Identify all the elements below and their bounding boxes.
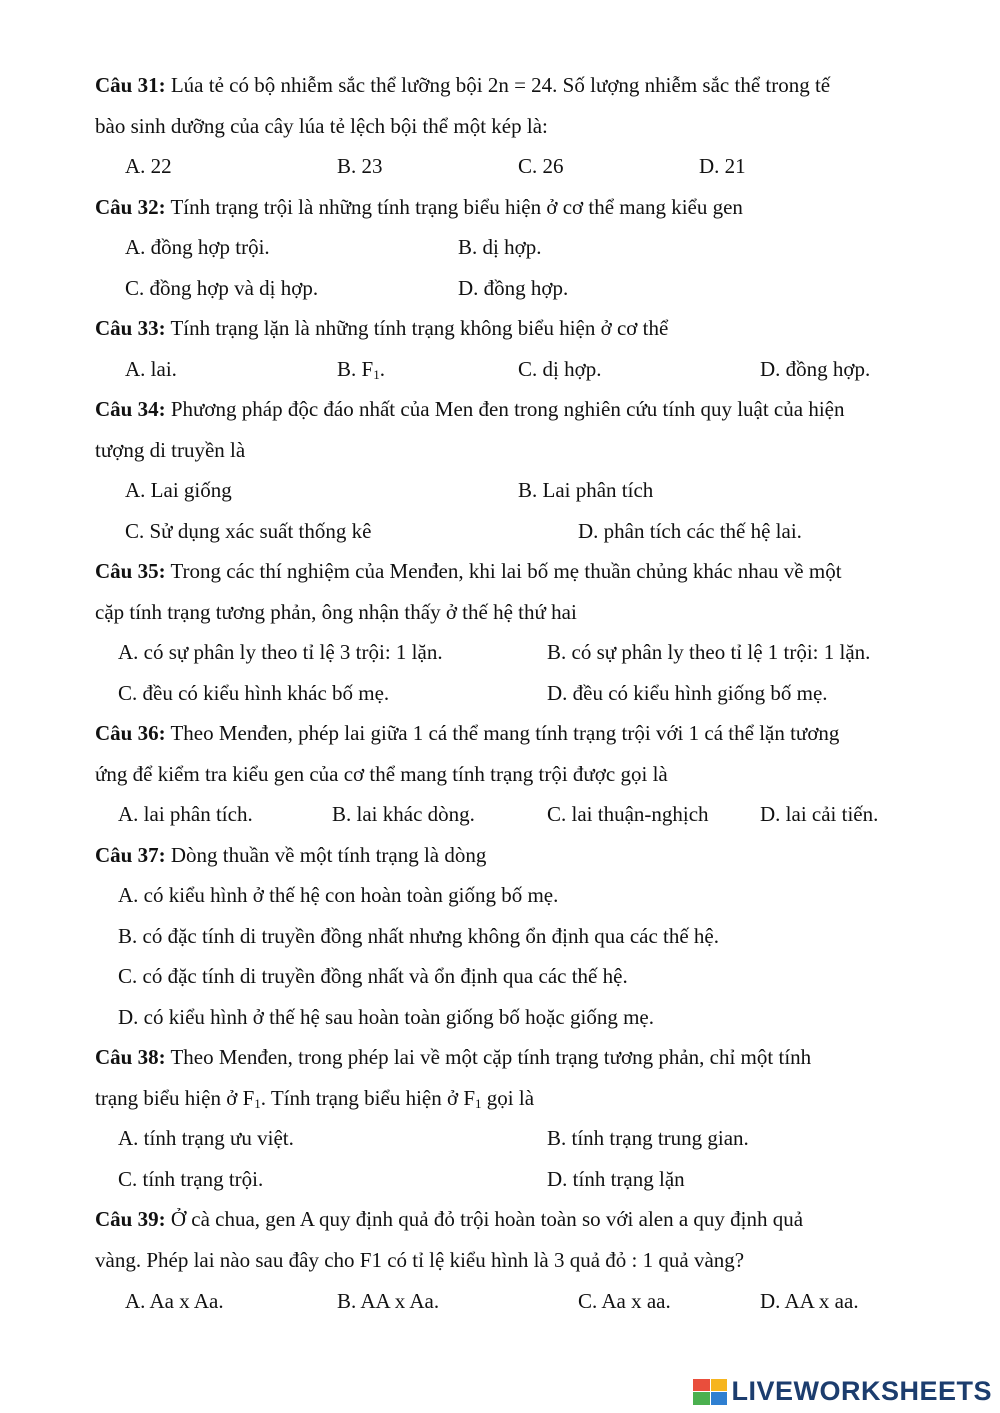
question-34-label: Câu 34: <box>95 397 166 421</box>
question-31-stem-line-2: bào sinh dưỡng của cây lúa tẻ lệch bội thể một kép là: <box>95 114 548 138</box>
question-32-stem: Câu 32: Tính trạng trội là những tính trạng biểu hiện ở cơ thể mang kiểu gen <box>95 195 743 219</box>
question-33-option-a[interactable]: A. lai. <box>125 357 177 381</box>
question-34-option-a[interactable]: A. Lai giống <box>125 478 232 502</box>
question-35-option-b[interactable]: B. có sự phân ly theo tỉ lệ 1 trội: 1 lặn. <box>547 640 871 664</box>
question-39-label: Câu 39: <box>95 1207 166 1231</box>
question-31-option-b[interactable]: B. 23 <box>337 154 383 178</box>
question-33-option-b[interactable]: B. $F_1$. <box>337 357 385 382</box>
question-38-stem-line-2: trạng biểu hiện ở $F_1$. Tính trạng biểu hiện ở $F_1$ gọi là <box>95 1086 535 1111</box>
question-37-stem: Câu 37: Dòng thuần về một tính trạng là dòng <box>95 843 487 867</box>
question-39-option-d[interactable]: D. AA x aa. <box>760 1289 859 1313</box>
question-34-option-d[interactable]: D. phân tích các thế hệ lai. <box>578 519 802 543</box>
question-37-option-d[interactable]: D. có kiểu hình ở thế hệ sau hoàn toàn giống bố hoặc giống mẹ. <box>118 1005 654 1029</box>
question-38-stem-line-1: Câu 38: Theo Menđen, trong phép lai về một cặp tính trạng tương phản, chỉ một tính <box>95 1045 812 1069</box>
question-39-option-c[interactable]: C. Aa x aa. <box>578 1289 671 1313</box>
question-39-option-a[interactable]: A. Aa x Aa. <box>125 1289 224 1313</box>
question-34-stem-line-2: tượng di truyền là <box>95 438 246 462</box>
question-37-option-b[interactable]: B. có đặc tính di truyền đồng nhất nhưng không ổn định qua các thế hệ. <box>118 924 720 948</box>
question-37-label: Câu 37: <box>95 843 166 867</box>
question-37-option-c[interactable]: C. có đặc tính di truyền đồng nhất và ổn định qua các thế hệ. <box>118 964 628 988</box>
question-35-option-c[interactable]: C. đều có kiểu hình khác bố mẹ. <box>118 681 390 705</box>
question-34-option-c[interactable]: C. Sử dụng xác suất thống kê <box>125 519 372 543</box>
question-39-stem-line-1: Câu 39: Ở cà chua, gen A quy định quả đỏ trội hoàn toàn so với alen a quy định quả <box>95 1207 804 1231</box>
question-36-stem-line-1: Câu 36: Theo Menđen, phép lai giữa 1 cá thể mang tính trạng trội với 1 cá thể lặn tương <box>95 721 840 745</box>
question-33-option-d[interactable]: D. đồng hợp. <box>760 357 871 381</box>
question-36-option-b[interactable]: B. lai khác dòng. <box>332 802 475 826</box>
question-32-option-c[interactable]: C. đồng hợp và dị hợp. <box>125 276 319 300</box>
question-36-option-d[interactable]: D. lai cải tiến. <box>760 802 879 826</box>
question-34-stem-line-1: Câu 34: Phương pháp độc đáo nhất của Men đen trong nghiên cứu tính quy luật của hiện <box>95 397 845 421</box>
question-35-stem-line-2: cặp tính trạng tương phản, ông nhận thấy ở thế hệ thứ hai <box>95 600 577 624</box>
question-31-option-c[interactable]: C. 26 <box>518 154 564 178</box>
question-35-option-d[interactable]: D. đều có kiểu hình giống bố mẹ. <box>547 681 828 705</box>
question-35-option-a[interactable]: A. có sự phân ly theo tỉ lệ 3 trội: 1 lặn. <box>118 640 443 664</box>
question-38-option-a[interactable]: A. tính trạng ưu việt. <box>118 1126 294 1150</box>
question-36-option-a[interactable]: A. lai phân tích. <box>118 802 253 826</box>
question-32-option-a[interactable]: A. đồng hợp trội. <box>125 235 270 259</box>
question-35-label: Câu 35: <box>95 559 166 583</box>
question-31-option-a[interactable]: A. 22 <box>125 154 172 178</box>
question-31-label: Câu 31: <box>95 73 166 97</box>
question-35-stem-line-1: Câu 35: Trong các thí nghiệm của Menđen, khi lai bố mẹ thuần chủng khác nhau về một <box>95 559 842 583</box>
liveworksheets-logo-icon <box>693 1379 727 1405</box>
question-38-label: Câu 38: <box>95 1045 166 1069</box>
liveworksheets-logo-text: LIVEWORKSHEETS <box>731 1376 992 1406</box>
question-31-stem-line-1: Câu 31: Lúa tẻ có bộ nhiễm sắc thể lưỡng bội 2n = 24. Số lượng nhiễm sắc thể trong tế <box>95 73 831 97</box>
question-38-option-b[interactable]: B. tính trạng trung gian. <box>547 1126 749 1150</box>
question-36-option-c[interactable]: C. lai thuận-nghịch <box>547 802 709 826</box>
question-38-option-d[interactable]: D. tính trạng lặn <box>547 1167 685 1191</box>
question-37-option-a[interactable]: A. có kiểu hình ở thế hệ con hoàn toàn giống bố mẹ. <box>118 883 559 907</box>
question-34-option-b[interactable]: B. Lai phân tích <box>518 478 654 502</box>
question-32-option-b[interactable]: B. dị hợp. <box>458 235 542 259</box>
question-33-option-c[interactable]: C. dị hợp. <box>518 357 602 381</box>
question-39-stem-line-2: vàng. Phép lai nào sau đây cho F1 có tỉ lệ kiểu hình là 3 quả đỏ : 1 quả vàng? <box>95 1248 745 1272</box>
question-36-label: Câu 36: <box>95 721 166 745</box>
question-33-label: Câu 33: <box>95 316 166 340</box>
question-32-label: Câu 32: <box>95 195 166 219</box>
question-33-stem: Câu 33: Tính trạng lặn là những tính trạng không biểu hiện ở cơ thể <box>95 316 669 340</box>
question-38-option-c[interactable]: C. tính trạng trội. <box>118 1167 264 1191</box>
liveworksheets-logo <box>693 1376 992 1407</box>
question-39-option-b[interactable]: B. AA x Aa. <box>337 1289 440 1313</box>
question-31-option-d[interactable]: D. 21 <box>699 154 746 178</box>
question-36-stem-line-2: ứng để kiểm tra kiểu gen của cơ thể mang tính trạng trội được gọi là <box>95 762 668 786</box>
question-32-option-d[interactable]: D. đồng hợp. <box>458 276 569 300</box>
